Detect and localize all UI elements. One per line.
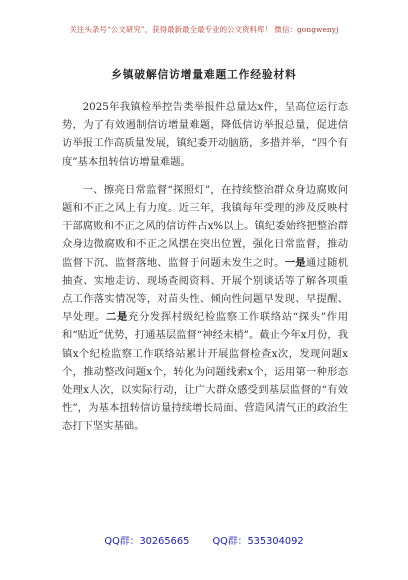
section-1-text: 近三年，我镇每年受理的涉及反映村干部腐败和不正之风的信访件占x%以上。镇纪委始终把整治群众身边微腐败和不正之风摆在突出位置，强化日常监督，推动监督下沉、监督落地、监督于问题未发生之时。 [62,202,349,269]
point-marker-2: 二是 [105,311,128,324]
point-marker-1: 一是 [284,256,306,269]
section-1-paragraph [62,181,348,436]
qq-group-2: QQ群：535304092 [212,536,304,547]
document-title: 乡镇破解信访增量难题工作经验材料 [111,69,297,81]
top-banner [28,24,380,35]
banner-wechat-text: 微信：gongwenyj [274,25,339,34]
footer-contacts [0,533,408,547]
banner-notice-text: 关注头条号“公文研究”，获得最新最全最专业的公文资料库！ [69,25,273,34]
qq-group-1: QQ群：30265665 [104,536,190,547]
point-text-1: 通过随机抽查、实地走访、现场查阅资料、开展个别谈话等了解各项重点工作落实情况等，对苗头性、倾向性问题早发现、早提醒、早处理。 [62,256,349,324]
point-text-2: 充分发挥村级纪检监察工作联络站“探头”作用和“贴近”优势，打通基层监督“神经末梢”。截止今年x月份，我镇x个纪检监察工作联络站累计开展监督检查x次，发现问题x个，推动整改问题x个，转化为问题线索x个，运用第一种形态处理x人次，以实际行动，让广大群众感受到基层监督的“有效性”，为基本扭转信访量持续增长局面、营造风清气正的政治生态打下坚实基础。 [62,311,349,433]
document-body [62,98,348,436]
intro-paragraph: 2025年我镇检举控告类举报件总量达x件，呈高位运行态势，为了有效遏制信访增量难题，降低信访举报总量，促进信访举报工作高质量发展，镇纪委开动脑筋，多措并举，“四个有度”基本扭转信访增量难题。 [62,101,348,168]
section-1-lead: 一、擦亮日常监督“探照灯”，在持续整治群众身边腐败问题和不正之风上有力度。 [62,183,348,215]
